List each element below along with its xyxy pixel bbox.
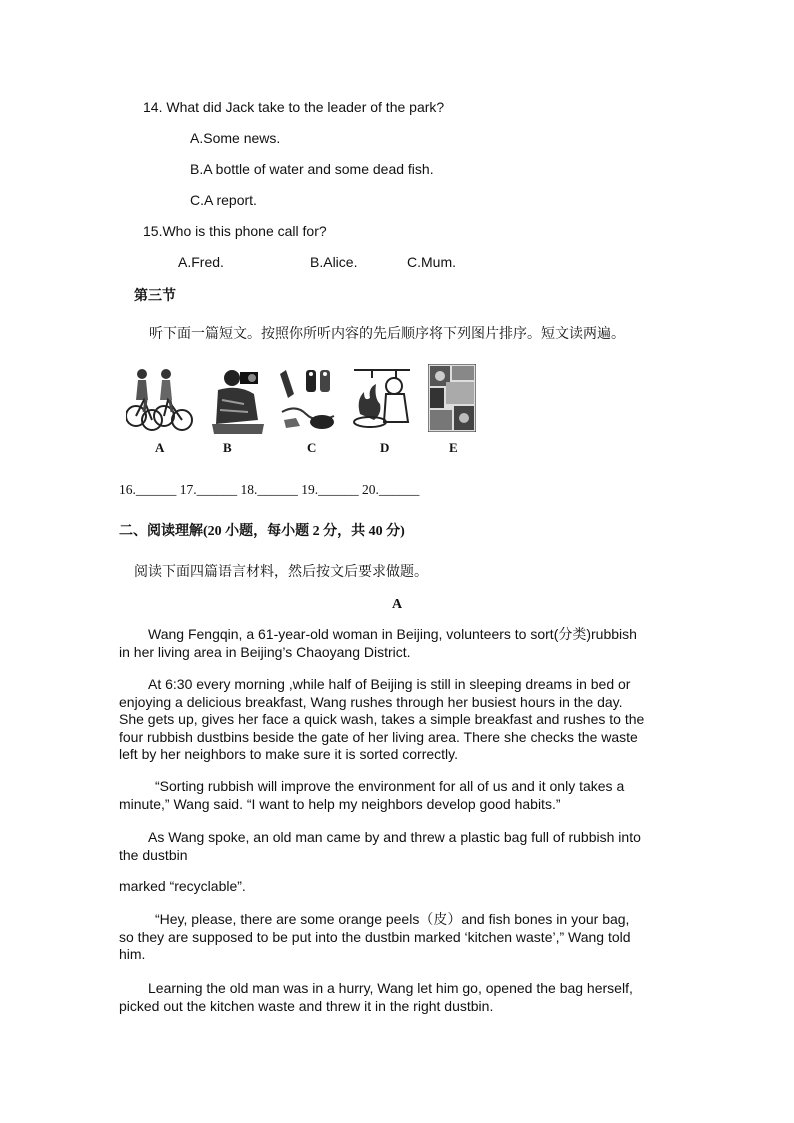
paragraph-line: four rubbish dustbins beside the gate of her living area. There she checks the waste bbox=[119, 728, 638, 745]
paragraph-line: At 6:30 every morning ,while half of Beijing is still in sleeping dreams in bed or bbox=[148, 676, 631, 692]
q15-option-c: C.Mum. bbox=[407, 254, 456, 270]
cyclists-illustration bbox=[126, 364, 194, 434]
question-15: 15.Who is this phone call for? bbox=[143, 223, 327, 239]
cooking-fire-illustration bbox=[352, 364, 412, 434]
picture-label-c: C bbox=[307, 440, 317, 455]
collage-illustration bbox=[428, 364, 476, 432]
passage-letter: A bbox=[392, 597, 403, 612]
picture-label-b: B bbox=[223, 440, 232, 455]
picture-label-d: D bbox=[380, 440, 390, 455]
q15-option-b: B.Alice. bbox=[310, 254, 358, 270]
photographer-illustration bbox=[208, 364, 268, 434]
part2-heading: 二、阅读理解(20 小题，每小题 2 分，共 40 分) bbox=[119, 524, 405, 539]
picture-label-a: A bbox=[155, 440, 165, 455]
passage-paragraph-4 bbox=[119, 829, 671, 864]
passage-paragraph-2 bbox=[119, 676, 671, 764]
paragraph-line: picked out the kitchen waste and threw it in the right dustbin. bbox=[119, 997, 494, 1014]
section-instruction: 听下面一篇短文。按照你所听内容的先后顺序将下列图片排序。短文读两遍。 bbox=[149, 327, 625, 342]
passage-paragraph-6 bbox=[119, 980, 671, 1015]
q14-option-b: B.A bottle of water and some dead fish. bbox=[190, 161, 434, 177]
paragraph-line: She gets up, gives her face a quick wash, takes a simple breakfast and rushes to the bbox=[119, 711, 645, 727]
passage-paragraph-5 bbox=[119, 911, 671, 964]
passage-paragraph-4b bbox=[119, 878, 671, 896]
section-title: 第三节 bbox=[134, 289, 176, 304]
paragraph-line: “Sorting rubbish will improve the environment for all of us and it only takes a bbox=[155, 778, 625, 794]
question-14: 14. What did Jack take to the leader of the park? bbox=[143, 99, 445, 115]
paragraph-line: As Wang spoke, an old man came by and threw a plastic bag full of rubbish into bbox=[148, 829, 641, 845]
bottles-illustration bbox=[276, 364, 340, 434]
paragraph-line: “Hey, please, there are some orange peels（皮）and fish bones in your bag, bbox=[155, 911, 630, 927]
passage-paragraph-3 bbox=[119, 778, 671, 813]
picture-label-e: E bbox=[449, 440, 458, 455]
paragraph-line: Wang Fengqin, a 61-year-old woman in Beijing, volunteers to sort(分类)rubbish bbox=[148, 626, 637, 642]
paragraph-line: minute,” Wang said. “I want to help my neighbors develop good habits.” bbox=[119, 795, 561, 812]
paragraph-line: so they are supposed to be put into the dustbin marked ‘kitchen waste’,” Wang told bbox=[119, 928, 631, 945]
q15-option-a: A.Fred. bbox=[178, 254, 224, 270]
picture-row bbox=[126, 364, 486, 460]
paragraph-line: the dustbin bbox=[119, 846, 188, 863]
passage-paragraph-1 bbox=[119, 626, 671, 661]
paragraph-line: marked “recyclable”. bbox=[119, 878, 246, 894]
paragraph-line: enjoying a delicious breakfast, Wang rushes through her busiest hours in the day. bbox=[119, 693, 623, 710]
answer-blanks: 16.______ 17.______ 18.______ 19.______ 20.______ bbox=[119, 482, 420, 497]
paragraph-line: Learning the old man was in a hurry, Wang let him go, opened the bag herself, bbox=[148, 980, 633, 996]
paragraph-line: left by her neighbors to make sure it is sorted correctly. bbox=[119, 746, 458, 762]
part2-instruction: 阅读下面四篇语言材料，然后按文后要求做题。 bbox=[134, 565, 428, 580]
q14-option-c: C.A report. bbox=[190, 192, 257, 208]
q14-option-a: A.Some news. bbox=[190, 130, 281, 146]
paragraph-line: him. bbox=[119, 946, 146, 962]
paragraph-line: in her living area in Beijing’s Chaoyang District. bbox=[119, 643, 411, 660]
